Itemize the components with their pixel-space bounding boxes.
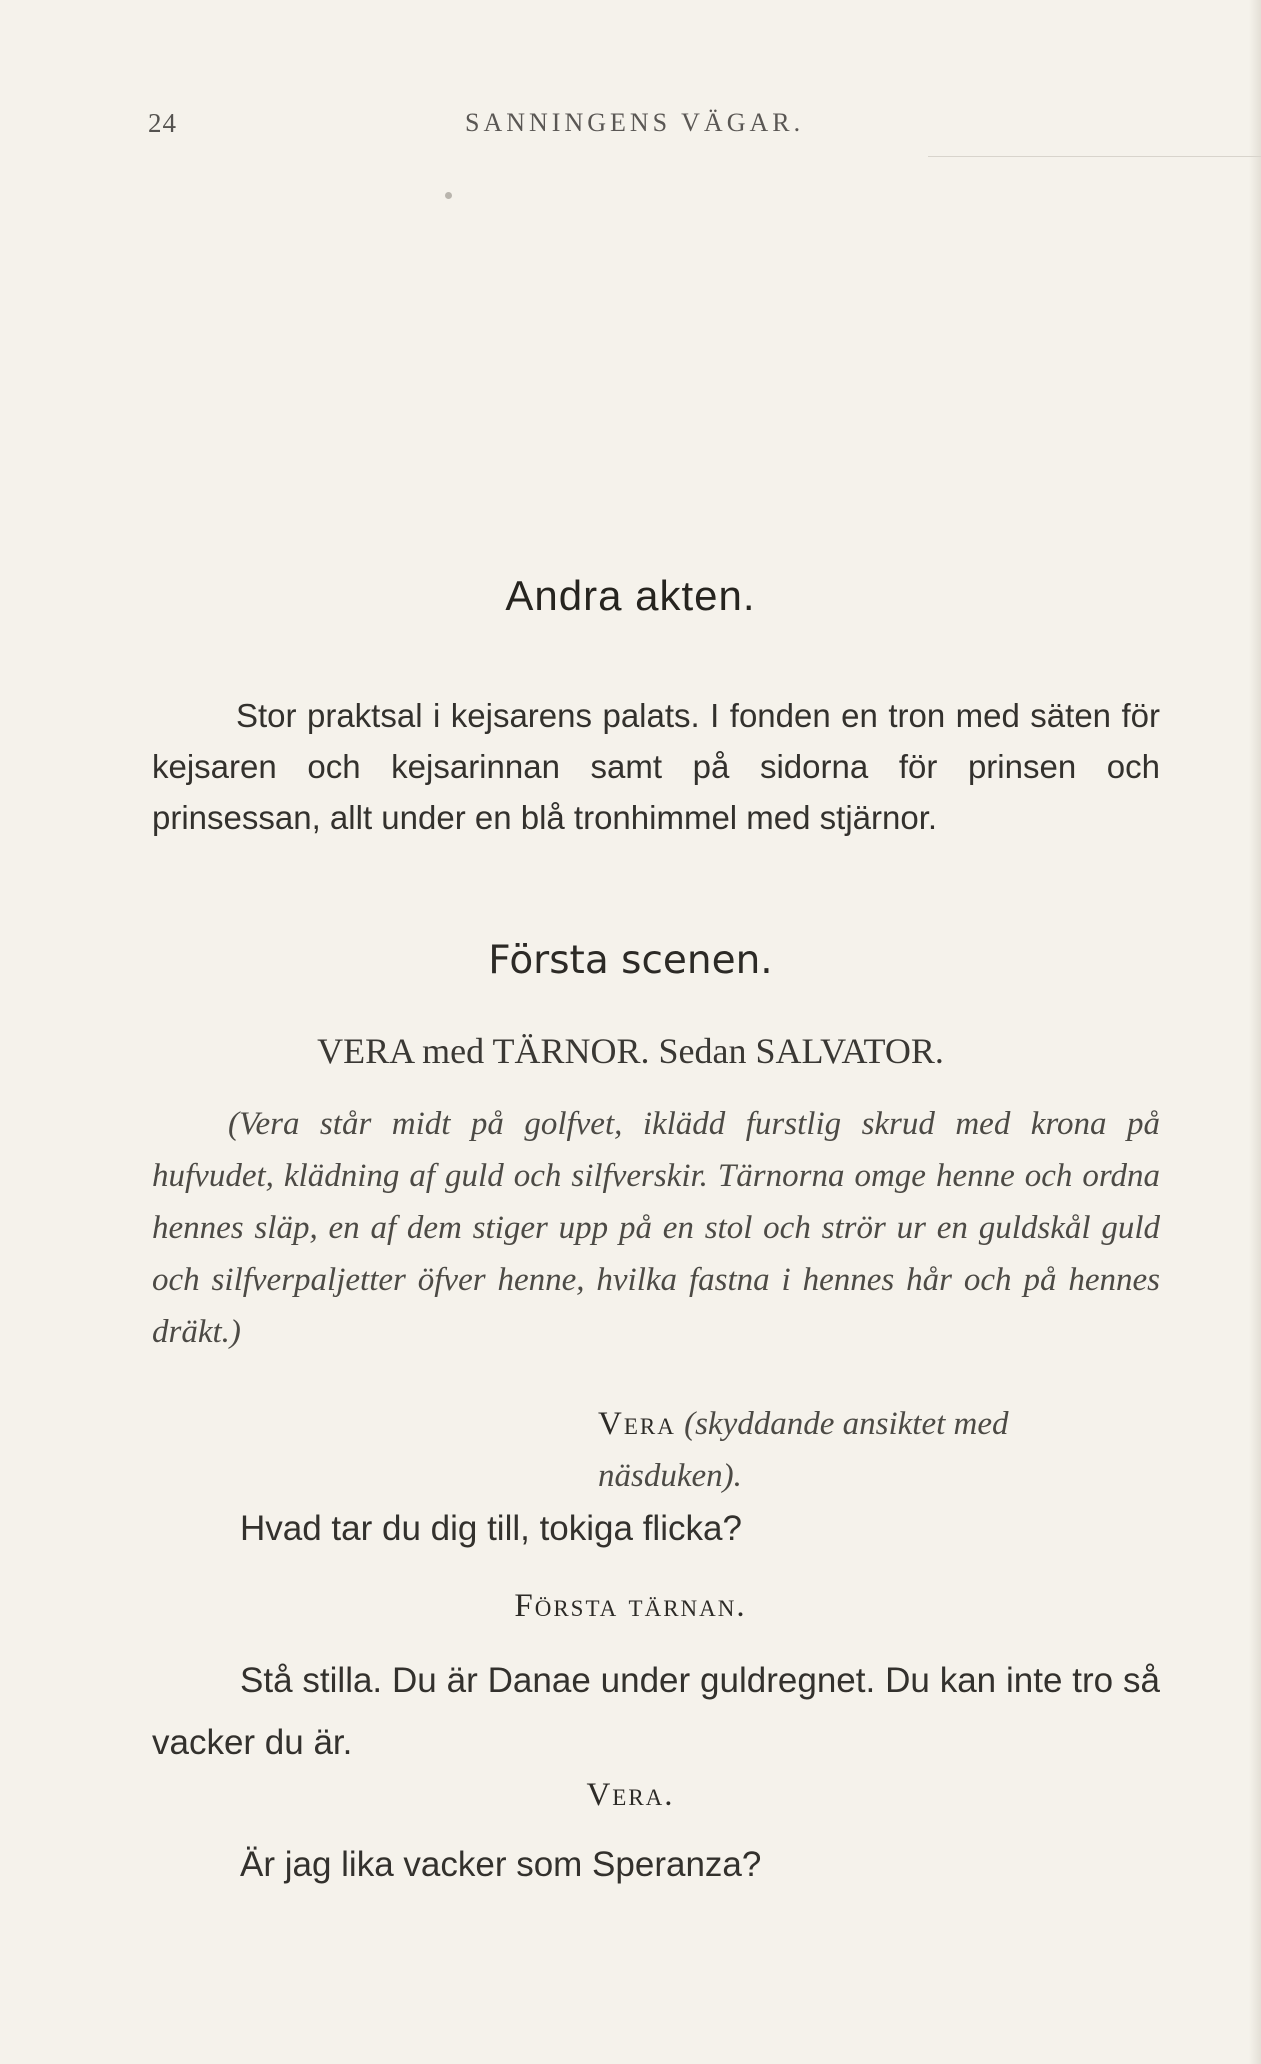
page-number: 24 <box>148 108 177 138</box>
setting-description <box>152 690 1160 843</box>
dialogue-line: Hvad tar du dig till, tokiga flicka? <box>240 1509 742 1548</box>
page-header <box>148 108 1160 148</box>
dialogue-line: Stå stilla. Du är Danae under guldregnet. Du kan inte tro så vacker du är. <box>152 1661 1160 1762</box>
header-rule <box>928 156 1261 157</box>
speaker-name: Första tärnan. <box>514 1588 747 1624</box>
dialogue-line: Är jag lika vacker som Speranza? <box>240 1845 762 1884</box>
stage-direction: (Vera står midt på golfvet, iklädd furstlig skrud med krona på hufvudet, klädning af guld och silfverskir. Tärnorna omge henne och ordna hennes släp, en af dem stiger upp på en stol och strör ur en guldskål guld och silfverpaljetter öfver henne, hvilka fastna i hennes hår och på hennes dräkt.) <box>152 1106 1160 1350</box>
act-title: Andra akten. <box>505 572 756 619</box>
speaker-forsta-tarnan <box>0 1588 1261 1625</box>
setting-paragraph: Stor praktsal i kejsarens palats. I fonden en tron med säten för kejsaren och kejsarinnan samt på sidorna för prinsen och prinsessan, allt under en blå tronhimmel med stjärnor. <box>152 697 1160 836</box>
speaker-direction: (skyddande ansiktet med näsduken). <box>598 1406 1009 1494</box>
paper-speck <box>445 192 452 199</box>
speaker-vera <box>0 1777 1261 1814</box>
scene-title: Första scenen. <box>488 938 773 983</box>
speaker-name: Vera. <box>586 1777 675 1813</box>
speaker-name: Vera <box>598 1406 676 1442</box>
scene-characters: VERA med TÄRNOR. Sedan SALVATOR. <box>317 1031 944 1071</box>
speaker-vera <box>598 1398 1158 1502</box>
running-title: SANNINGENS VÄGAR. <box>465 108 805 137</box>
